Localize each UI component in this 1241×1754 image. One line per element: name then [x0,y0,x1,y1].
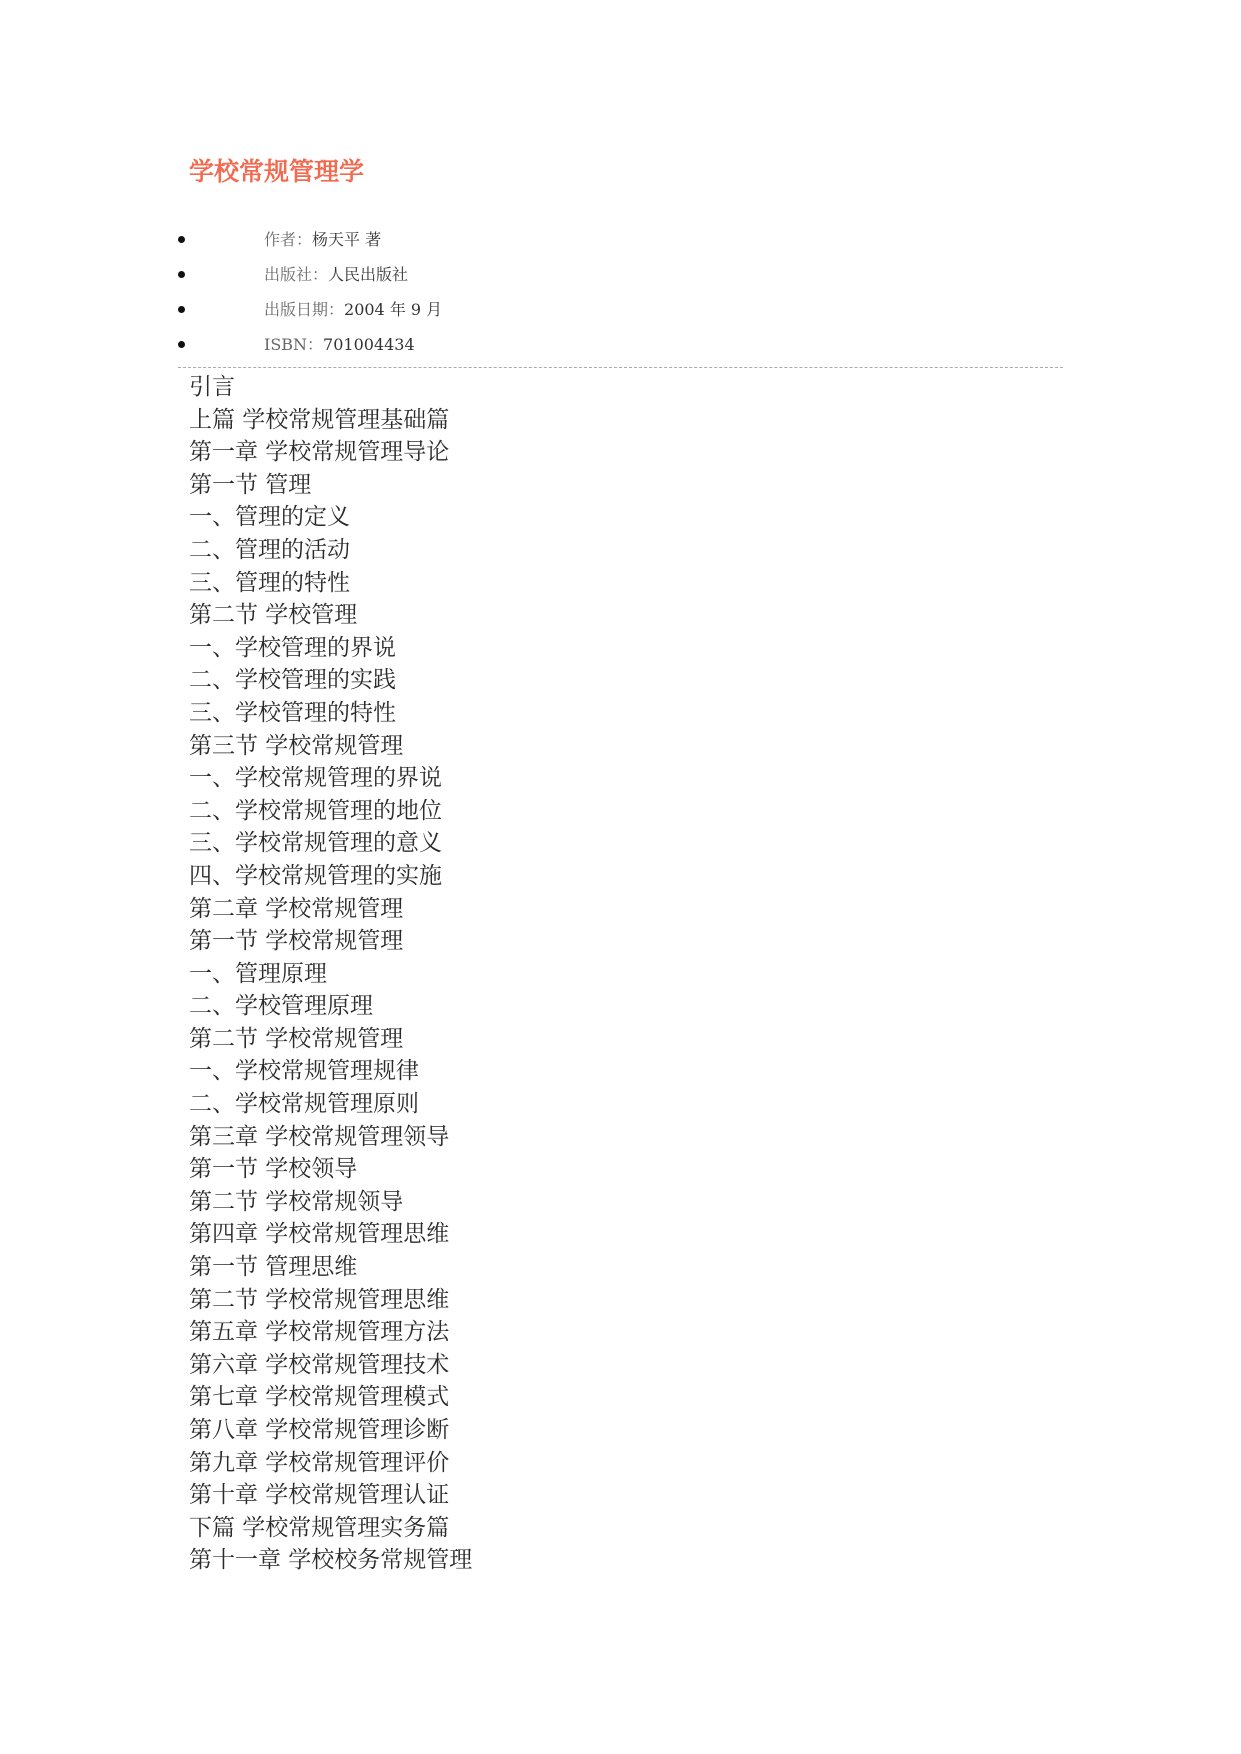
toc-entry: 一、管理原理 [189,960,327,987]
toc-entry: 第一章 学校常规管理导论 [189,439,450,466]
toc-entry: 第二章 学校常规管理 [189,895,404,922]
toc-entry: 第二节 学校常规领导 [189,1188,404,1215]
meta-label: ISBN： [264,335,324,354]
toc-entry: 二、学校常规管理的地位 [189,797,442,824]
toc-entry: 第二节 学校常规管理思维 [189,1286,450,1313]
toc-entry: 第十一章 学校校务常规管理 [189,1547,473,1574]
toc-entry: 第四章 学校常规管理思维 [189,1221,450,1248]
toc-entry: 四、学校常规管理的实施 [189,862,442,889]
toc-entry: 引言 [189,374,235,400]
table-of-contents [189,371,472,1577]
toc-entry: 下篇 学校常规管理实务篇 [189,1514,450,1541]
toc-entry: 二、学校常规管理原则 [189,1091,419,1118]
meta-label: 作者： [264,230,313,249]
meta-text [264,327,415,362]
meta-text [264,222,381,257]
meta-value: 701004434 [323,335,415,354]
meta-value: 杨天平 著 [312,230,382,249]
dashed-divider [178,367,1063,368]
toc-entry: 三、管理的特性 [189,569,350,596]
bullet-icon [178,236,185,243]
bullet-icon [178,271,185,278]
bullet-icon [178,341,185,348]
toc-entry: 第三节 学校常规管理 [189,732,404,759]
toc-entry: 第十章 学校常规管理认证 [189,1482,450,1509]
toc-entry: 第二节 学校管理 [189,602,358,629]
toc-entry: 第一节 管理 [189,471,312,498]
toc-entry: 一、学校常规管理的界说 [189,765,442,792]
toc-entry: 第九章 学校常规管理评价 [189,1449,450,1476]
toc-entry: 三、学校常规管理的意义 [189,830,442,857]
meta-label: 出版社： [264,265,329,284]
toc-entry: 第八章 学校常规管理诊断 [189,1417,450,1443]
toc-entry: 上篇 学校常规管理基础篇 [189,406,450,433]
meta-label: 出版日期： [264,300,345,319]
book-title: 学校常规管理学 [189,157,365,186]
toc-entry: 一、学校管理的界说 [189,634,396,661]
toc-entry: 一、管理的定义 [189,504,350,531]
meta-text [264,292,442,327]
toc-entry: 第六章 学校常规管理技术 [189,1351,450,1378]
meta-text [264,257,408,292]
meta-value: 2004 年 9 月 [344,300,443,319]
toc-entry: 第五章 学校常规管理方法 [189,1319,450,1346]
toc-entry: 第一节 管理思维 [189,1254,358,1281]
meta-value: 人民出版社 [328,265,409,284]
toc-entry: 第三章 学校常规管理领导 [189,1123,450,1150]
toc-entry: 三、学校管理的特性 [189,699,396,726]
toc-entry: 二、学校管理原理 [189,993,373,1020]
toc-entry: 第一节 学校常规管理 [189,928,404,955]
toc-entry: 二、学校管理的实践 [189,667,396,694]
toc-entry: 第二节 学校常规管理 [189,1025,404,1052]
toc-entry: 第一节 学校领导 [189,1156,358,1183]
bullet-icon [178,306,185,313]
toc-entry: 二、管理的活动 [189,536,350,563]
toc-entry: 第七章 学校常规管理模式 [189,1384,450,1411]
toc-entry: 一、学校常规管理规律 [189,1058,419,1085]
